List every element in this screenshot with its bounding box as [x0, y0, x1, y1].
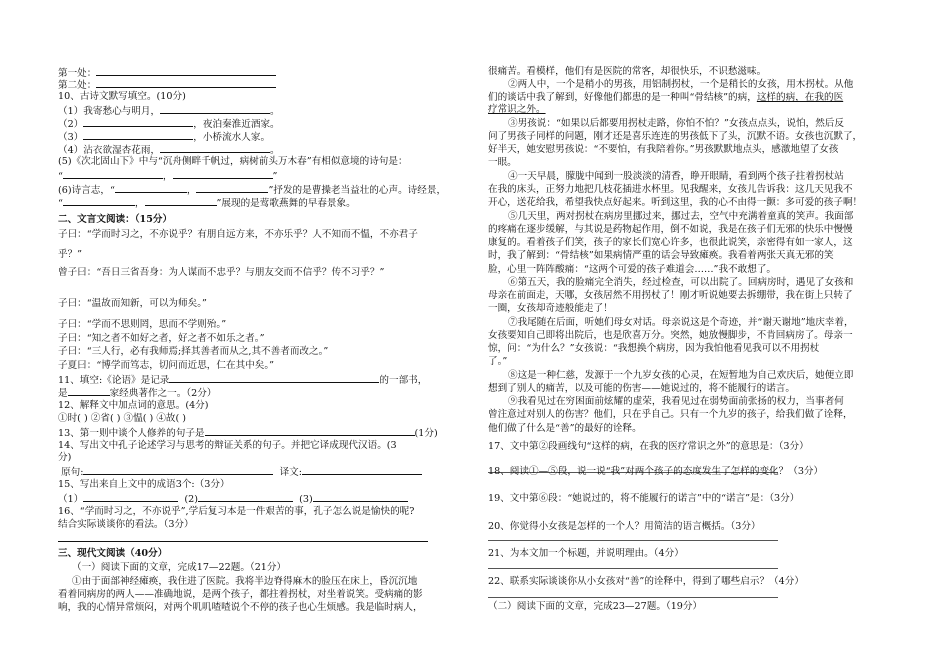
line: （1）我寄愁心与明月， 。	[58, 106, 280, 117]
line: ⑤几天里，两对拐杖在病房里挪过来，挪过去，空气中充满着童真的笑声。我面部	[508, 211, 854, 222]
answer-line	[488, 568, 778, 569]
question-11: 11、填空:《论语》是记录 的一部书，	[58, 375, 428, 386]
line: 曾子曰：“吾日三省吾身：为人谋而不忠乎？与朋友交而不信乎？传不习乎？”	[58, 267, 385, 278]
line: ④一天早晨，朦胧中闻到一股淡淡的清香，睁开眼睛，看到两个孩子拄着拐杖站	[508, 171, 844, 182]
line: 乎？”	[58, 249, 83, 260]
line: 子曰：“三人行，必有我师焉;择其善者而从之,其不善者而改之。”	[58, 346, 329, 357]
line: （3） ，小桥流水人家。	[58, 132, 271, 143]
line: 了。”	[488, 356, 508, 367]
line: （4）沾衣欲湿杏花雨， 。	[58, 145, 280, 156]
line: 他们做了什么是“善”的最好的诠释。	[488, 423, 642, 434]
line: 是 家经典著作之一。（2分）	[58, 388, 217, 399]
line: （2） ，夜泊秦淮近酒家。	[58, 119, 280, 130]
line: 一圈，女孩却奇迹般能走了！	[488, 303, 613, 314]
line: (5)《次北固山下》中与“沉舟侧畔千帆过，病树前头万木春”有相似意境的诗句是：	[58, 156, 408, 167]
line: 子夏曰：“博学而笃志，切问而近思，仁在其中矣。”	[58, 360, 275, 371]
line: 时，我了解到：“骨结核”如果病情严重的话会导致瘫痪。我看着两张天真无邪的笑	[488, 250, 834, 261]
line: “ ， ”展现的是莺歌燕舞的早春景象。	[58, 198, 356, 209]
line: “ ， ”	[58, 171, 278, 182]
line: ①时( ) ②省( ) ③愠( ) ④故( )	[58, 413, 187, 424]
question-15: 15、写出来自上文中的成语3个:（3分）	[58, 479, 230, 490]
line: （一）阅读下面的文章，完成17—22题。（21分）	[72, 562, 287, 573]
answer-line	[488, 597, 778, 598]
question-21: 21、为本文加一个标题，并说明理由。（4分）	[488, 548, 684, 559]
line: ⑧这是一种仁慈，发源于一个九岁女孩的心灵，在短暂地为自己欢庆后，她便立即	[508, 370, 854, 381]
line: 第二处：	[58, 78, 276, 92]
line: 一眼。	[488, 157, 517, 168]
underlined-sentence: 疗常识之外。	[488, 104, 546, 115]
line: 子曰：“知之者不如好之者，好之者不如乐之者。”	[58, 333, 265, 344]
line: 问了男孩子同样的问题，刚才还是喜乐连连的男孩低下了头，沉默不语。女孩也沉默了，	[488, 131, 863, 142]
line: （1） (2) (3)	[58, 492, 408, 506]
question-13: 13、第一则中谈个人修养的句子是 (1分)	[58, 428, 438, 439]
question-12: 12、解释文中加点词的意思。(4分)	[58, 400, 209, 411]
question-14: 14、写出文中孔子论述学习与思考的辩证关系的句子。并把它译成现代汉语。(3	[58, 440, 397, 451]
line: 女孩要知自己即将出院后，也是欣喜万分。突然，她放慢脚步，不肯回病房了。母亲一	[488, 330, 853, 341]
line: ⑨我看见过在穷困面前炫耀的虚荣，我看见过在弱势面前张扬的权力，当事者何	[508, 396, 844, 407]
answer-line	[58, 541, 428, 542]
question-19: 19、文中第⑥段：“她说过的，将不能履行的诺言”中的“诺言”是：（3分）	[488, 493, 800, 504]
line: ③男孩说：“如果以后都要用拐杖走路，你怕不怕？”女孩点点头，说怕，然后反	[508, 118, 844, 129]
line: 子曰：“温故而知新，可以为师矣。”	[58, 298, 207, 309]
line: ⑥第五天，我的脸痛完全消失，经过检查，可以出院了。回病房时，遇见了女孩和	[508, 277, 854, 288]
line: 第一处：	[58, 66, 276, 80]
question-10: 10、古诗文默写填空。(10分)	[58, 91, 186, 102]
line: 的疼痛在逐步缓解，与其说是药物起作用，倒不如说，我是在孩子们无邪的快乐中慢慢	[488, 224, 853, 235]
line: (6)诗言志，“ ， ”抒发的是曹操老当益壮的心声。诗经景，	[58, 185, 447, 196]
line: 在我的床头，正努力地把几枝花插进水杯里。见我醒来，女孩儿告诉我：这几天见我不	[488, 184, 853, 195]
line: 曾注意过对别人的伤害？他们，只在乎自己。只有一个九岁的孩子，给我们做了诠释，	[488, 409, 853, 420]
line: 好半天，她安慰男孩说：“不要怕，有我陪着你。”男孩默默地点头，感激地望了女孩	[488, 144, 839, 155]
line: ①由于面部神经瘫痪，我住进了医院。我将半边脊得麻木的脸压在床上，昏沉沉地	[72, 576, 418, 587]
question-16: 16、“学而时习之，不亦说乎”,学后复习本是一件艰苦的事，孔子怎么说是愉快的呢?	[58, 506, 415, 517]
answer-line	[488, 540, 778, 541]
section-3-heading: 三、现代文阅读（40分）	[58, 548, 168, 559]
section-2-heading: 二、文言文阅读：（15分）	[58, 214, 173, 225]
line: 很痛苦。看模样，他们有是医院的常客，却很快乐，不识愁滋味。	[488, 66, 767, 77]
line: 响，我的心情异常烦闷，对两个叽叽喳喳说个不停的孩子也心生烦感。我是临时病人，	[58, 602, 423, 613]
line: 分)	[58, 452, 72, 463]
line: ②两人中，一个是稍小的男孩，用铝制拐杖，一个是稍长的女孩，用木拐杖。从他	[508, 79, 854, 90]
question-17: 17、文中第②段画线句“这样的病，在我的医疗常识之外”的意思是：（3分）	[488, 441, 809, 452]
line: 想到了别人的痛苦，以及可能的伤害——她说过的，将不能履行的诺言。	[488, 383, 795, 394]
line: ⑦我尾随在后面，听她们母女对话。母亲说这是个奇迹，并“谢天谢地”地庆幸着，	[508, 317, 854, 328]
line: 脸，心里一阵阵酸痛：“这两个可爱的孩子难道会……”我不敢想了。	[488, 264, 777, 275]
line: 原句: 译文:	[58, 465, 422, 479]
line: 开心，送花给我，希望我快点好起来。听到这里，我的心不由得一颤：多可爱的孩子啊！	[488, 197, 863, 208]
line: 们的谈话中我了解到，好像他们都患的是一种叫“骨结核”的病，这样的病，在我的医	[488, 92, 844, 103]
subsection-2-heading: （二）阅读下面的文章，完成23—27题。（19分）	[488, 601, 703, 612]
question-20: 20、你觉得小女孩是怎样的一个人？用简洁的语言概括。（3分）	[488, 521, 761, 532]
line: 惊，问：“为什么？”女孩说：“我想换个病房，因为我怕他看见我可以不用拐杖	[488, 343, 820, 354]
line: 康复的。看着孩子们笑，孩子的家长们宽心许多，也很此说笑，亲密得有如一家人，这	[488, 237, 853, 248]
line: 母亲在前面走，天哪，女孩居然不用拐杖了！刚才听说她要去拆绷带，我在街上只转了	[488, 290, 853, 301]
question-18: 18、阅读①—⑤段，说一说“我”对两个孩子的态度发生了怎样的变化？（3分）	[488, 466, 824, 477]
line: 子曰：“学而不思则罔，思而不学则殆。”	[58, 319, 227, 330]
line: 结合实际谈谈你的看法。（3分）	[58, 519, 194, 530]
line: 看着同病房的两人——准确地说，是两个孩子，都拄着拐杖，对坐着说笑。受病痛的影	[58, 589, 423, 600]
line: 子曰：“学而时习之，不亦说乎？有朋自远方来，不亦乐乎？人不知而不愠，不亦君子	[58, 229, 418, 240]
question-22: 22、联系实际谈谈你从小女孩对“善”的诠释中，得到了哪些启示？（4分）	[488, 576, 804, 587]
